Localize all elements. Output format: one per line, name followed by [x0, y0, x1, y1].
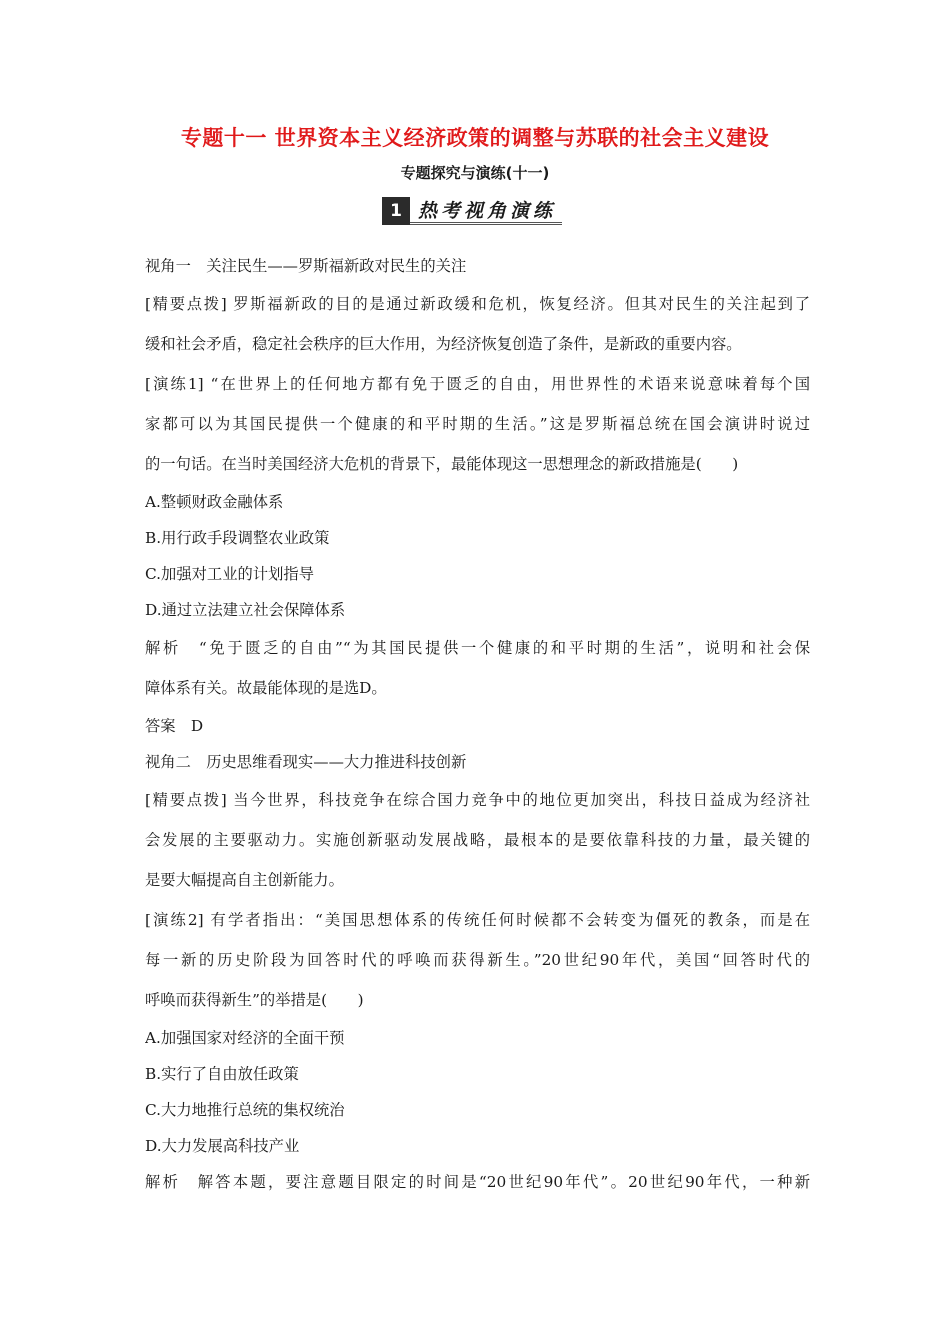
- section-number-badge: 1: [382, 197, 410, 225]
- option-d: D.通过立法建立社会保障体系: [145, 601, 346, 619]
- option-d: D.大力发展高科技产业: [145, 1137, 300, 1155]
- exercise-1-line: 的一句话。在当时美国经济大危机的背景下，最能体现这一思想理念的新政措施是( ): [145, 455, 739, 473]
- text-line: 缓和社会矛盾，稳定社会秩序的巨大作用，为经济恢复创造了条件，是新政的重要内容。: [145, 335, 742, 353]
- analysis-line: 障体系有关。故最能体现的是选D。: [145, 679, 387, 697]
- text-line: 会发展的主要驱动力。实施创新驱动发展战略，最根本的是要依靠科技的力量，最关键的: [145, 831, 810, 849]
- page-title: 专题十一 世界资本主义经济政策的调整与苏联的社会主义建设: [180, 126, 770, 150]
- exercise-1-line: [演练1] “在世界上的任何地方都有免于匮乏的自由，用世界性的术语来说意味着每个国: [145, 375, 810, 393]
- document-body: [145, 248, 810, 1200]
- text-line: 是要大幅提高自主创新能力。: [145, 871, 344, 889]
- exercise-1-line: 家都可以为其国民提供一个健康的和平时期的生活。”这是罗斯福总统在国会演讲时说过: [145, 415, 810, 433]
- option-a: A.整顿财政金融体系: [145, 493, 284, 511]
- exercise-2-line: 每一新的历史阶段为回答时代的呼唤而获得新生。”20世纪90年代，美国“回答时代的: [145, 951, 810, 969]
- analysis-line: 解析 “免于匮乏的自由”“为其国民提供一个健康的和平时期的生活”，说明和社会保: [145, 639, 810, 657]
- text-line: [精要点拨] 当今世界，科技竞争在综合国力竞争中的地位更加突出，科技日益成为经济社: [145, 791, 810, 809]
- option-b: B.用行政手段调整农业政策: [145, 529, 330, 547]
- text-line: [精要点拨] 罗斯福新政的目的是通过新政缓和危机，恢复经济。但其对民生的关注起到了: [145, 295, 810, 313]
- answer-line: 答案 D: [145, 717, 204, 735]
- option-c: C.大力地推行总统的集权统治: [145, 1101, 345, 1119]
- page-subtitle: 专题探究与演练(十一): [400, 164, 550, 182]
- section-heading-2: 视角二 历史思维看现实——大力推进科技创新: [145, 753, 467, 771]
- analysis-line: 解析 解答本题，要注意题目限定的时间是“20世纪90年代”。20世纪90年代，一种新: [145, 1173, 810, 1191]
- option-a: A.加强国家对经济的全面干预: [145, 1029, 345, 1047]
- option-c: C.加强对工业的计划指导: [145, 565, 314, 583]
- section-banner: [382, 197, 562, 225]
- exercise-2-line: [演练2] 有学者指出：“美国思想体系的传统任何时候都不会转变为僵死的教条，而是在: [145, 911, 810, 929]
- option-b: B.实行了自由放任政策: [145, 1065, 299, 1083]
- section-banner-title: 热考视角演练: [410, 197, 562, 225]
- exercise-2-line: 呼唤而获得新生”的举措是( ): [145, 991, 364, 1009]
- section-heading-1: 视角一 关注民生——罗斯福新政对民生的关注: [145, 257, 467, 275]
